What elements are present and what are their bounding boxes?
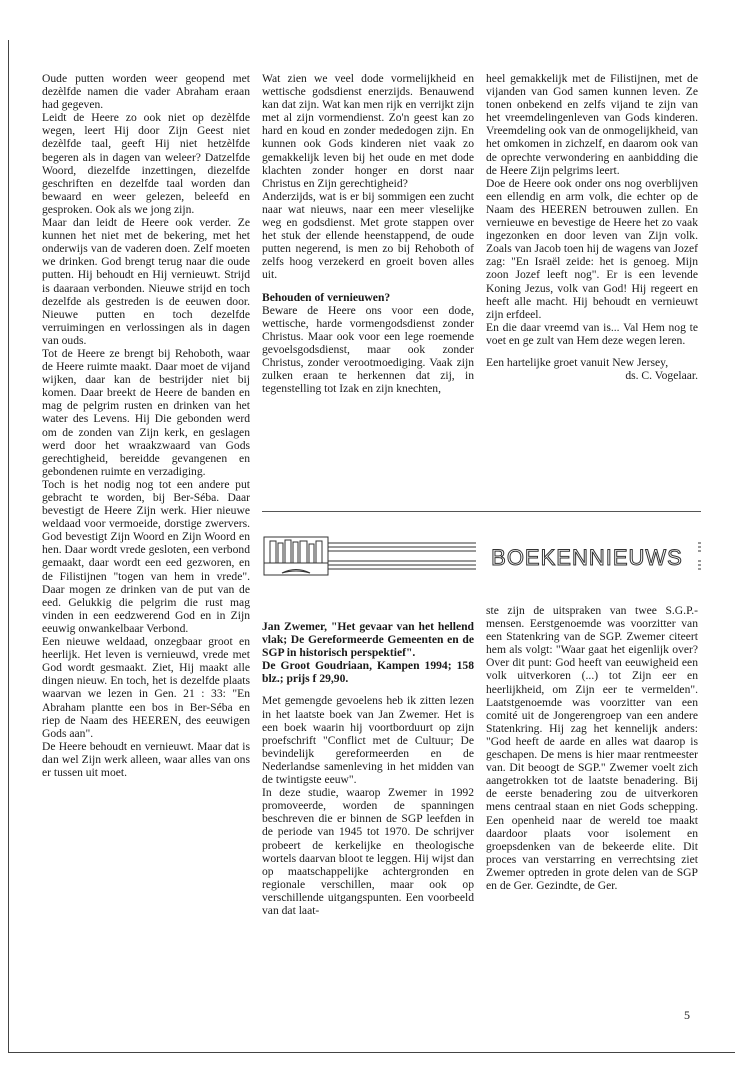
paragraph: Toch is het nodig nog tot een andere put gebracht te worden, bij Ber-Séba. Daar bevestigt de Heere Zijn werk. Hier nieuwe weldaad voor vermoeide, dorstige zwervers. God bevestigt Zijn Woord en Zijn Woord en hen. Daar wordt vrede gesloten, een verbond gemaakt, daar wordt een eed gezworen, en de Filistijnen "togen van hem in vrede". Daar mogen ze drinken van de put van de eed. Gelukkig die pelgrim die rust mag vinden in een eedzwerend God en in Zijn eeuwig onwankelbaar Verbond. [42, 477, 250, 635]
paragraph: Doe de Heere ook onder ons nog overblijven een ellendig en arm volk, die echter op de Naam des HEEREN betrouwen zullen. En vernieuwe en bevestige de Heere het zo vaak ingezonken en door leven van Zijn volk. Zoals van Jacob toen hij de wagens van Jozef zag: "En Israël zeide: het is genoeg. Mijn zoon Jozef leeft nog". Er is een levende Koning Jezus, volk van God! Hij regeert en heeft alle macht. Hij behoudt en vernieuwt zijn erfdeel. [486, 176, 698, 321]
section-divider [262, 511, 701, 512]
review-column-2 [486, 604, 698, 892]
paragraph: Tot de Heere ze brengt bij Rehoboth, waar de Heere ruimte maakt. Daar moet de vijand wijken, daar kan de bestrijder niet bij komen. Daar breekt de Heere de banden en mag de pelgrim rusten en drinken van het water des Levens. Hij Die gebonden werd om de zonden van Zijn kerk, en geslagen werd door het wraakzwaard van Gods gerechtigheid, bereidde gevangenen en gebondenen ruimte en verzadiging. [42, 346, 250, 478]
paragraph: Leidt de Heere zo ook niet op dezèlfde wegen, leert Hij door Zijn Geest niet dezèlfde taal, geeft Hij niet hetzèlfde begeren als in dagen van weleer? Datzelfde Woord, diezelfde inzettingen, diezelfde geschriften en dezelfde taal worden dan bewaard en weer gelezen, beleefd en gesproken. Ook als we jong zijn. [42, 111, 250, 216]
section-heading: Behouden of vernieuwen? [262, 290, 391, 304]
paragraph: Oude putten worden weer geopend met dezèlfde namen die vader Abraham eraan had gegeven. [42, 72, 250, 112]
author-signature: ds. C. Vogelaar. [625, 369, 698, 383]
article-column-1 [42, 72, 250, 779]
review-title: Jan Zwemer, "Het gevaar van het hellend vlak; De Gereformeerde Gemeenten en de SGP in historisch perspektief". [262, 620, 474, 660]
review-column-1 [262, 620, 474, 917]
paragraph: In deze studie, waarop Zwemer in 1992 promoveerde, worden de spanningen beschreven die er binnen de SGP leefden in de periode van 1945 tot 1970. De schrijver probeert de kerkelijke en theologische wortels daarvan bloot te leggen. Hij wijst dan op maatschappelijke achtergronden en regionale verschillen, maar ook op verschillende uitgangspunten. Een voorbeeld van dat laat- [262, 786, 474, 917]
paragraph: Met gemengde gevoelens heb ik zitten lezen in het laatste boek van Jan Zwemer. Het is een boek waarin hij voortborduurt op zijn proefschrift "Conflict met de Cultuur; De bevindelijk gereformeerden en de Nederlandse samenleving in het midden van de twintigste eeuw". [262, 694, 474, 787]
paragraph: Een nieuwe weldaad, onzegbaar groot en heerlijk. Het leven is vernieuwd, vrede met God wordt gesmaakt. Ziet, Hij maakt alle dingen nieuw. En toch, het is dezelfde plaats waarvan we lezen in Gen. 21 : 33: "En Abraham plantte een bos in Ber-Séba en riep de Naam des HEEREN, des eeuwigen Gods aan". [42, 635, 250, 740]
page-frame-bottom [8, 1052, 735, 1053]
paragraph: Beware de Heere ons voor een dode, wettische, harde vormengodsdienst zonder Christus. Maar ook voor een lege roemende gevoelsgodsdienst, maar ook zonder Christus, zonder verootmoediging. Vaak zijn zulken eraan te herkennen dat zij, in tegenstelling tot Izak en zijn knechten, [262, 303, 474, 396]
paragraph: Wat zien we veel dode vormelijkheid en wettische godsdienst enerzijds. Benauwend kan dat zijn. Wat kan men rijk en verrijkt zijn met al zijn vormendienst. Zo'n geest kan zo hard en koud en zonder mededogen zijn. En kunnen ook Gods kinderen niet vaak zo gemakkelijk leven bij het oude en met dode klachten zonder honger en dorst naar Christus en Zijn gerechtigheid? [262, 72, 474, 190]
greeting: Een hartelijke groet vanuit New Jersey, [486, 355, 669, 369]
article-column-2 [262, 72, 474, 395]
paragraph: Maar dan leidt de Heere ook verder. Ze kunnen het niet met de bekering, met het onderwijs van de vaderen doen. Zelf moeten we drinken. God brengt terug naar die oude putten. Hij behoudt en Hij vernieuwt. Strijd is daaraan verbonden. Nieuwe strijd en toch dezelfde als gestreden is de eeuwen door. Nieuwe putten en toch dezelfde verruimingen en verlossingen als in dagen van ouds. [42, 216, 250, 347]
article-column-3 [486, 72, 698, 382]
paragraph: ste zijn de uitspraken van twee S.G.P.-mensen. Eerstgenoemde was voorzitter van een Statenkring van de SGP. Zwemer citeert hem als volgt: "Waar gaat het eigenlijk over? Over dit punt: God heeft van eeuwigheid een volk uitverkoren (...) tot Zijn eer en heerlijkheid, om Zijn eer te vermelden". Laatstgenoemde was voorzitter van een comité uit de Jongerengroep van een andere Statenkring. Hij zag het kennelijk anders: "God heeft de aarde en alles wat daarop is geschapen. De mens is hier maar rentmeester van. Dit beoogt de SGP." Zwemer voelt zich aangetrokken tot de laatste benadering. Bij de eerste benadering zou de uitverkoren mens centraal staan en niet Gods schepping. Een openheid naar de wereld toe maakt daardoor plaats voor isolement en groepsdenken van de bekeerde elite. Dit proces van verstarring en verrechtsing ziet Zwemer optreden in grote delen van de SGP en de Ger. Gezindte, de Ger. [486, 604, 698, 892]
review-publisher: De Groot Goudriaan, Kampen 1994; 158 blz.; prijs f 29,90. [262, 659, 474, 686]
paragraph: En die daar vreemd van is... Val Hem nog te voet en ge zult van Hem deze wegen leren. [486, 320, 698, 347]
banner-title: BOEKENNIEUWS [491, 545, 683, 570]
page-number: 5 [684, 1008, 690, 1022]
page-frame-left [8, 40, 9, 1052]
bookshelf-icon [264, 537, 328, 575]
paragraph: De Heere behoudt en vernieuwt. Maar dat is dan wel Zijn werk alleen, waar alles van ons er tussen uit moet. [42, 739, 250, 779]
boekennieuws-banner [262, 533, 701, 579]
paragraph: heel gemakkelijk met de Filistijnen, met de vijanden van God samen kunnen leven. Ze tonen onbekend en zelfs vijand te zijn van het vreemdelingenleven van Gods kinderen. Vreemdeling ook van de onmogelijkheid, van het omkomen in zichzelf, en daarom ook van de oprechte verwondering en aanbidding die de Heere Zijn pelgrims leert. [486, 72, 698, 177]
paragraph: Anderzijds, wat is er bij sommigen een zucht naar wat nieuws, naar een meer vleselijke weg en godsdienst. Met grote stappen over het stuk der ellende heenstappend, de oude putten negerend, is men zo bij Rehoboth of zelfs hoog verzekerd en groeit boven alles uit. [262, 189, 474, 282]
